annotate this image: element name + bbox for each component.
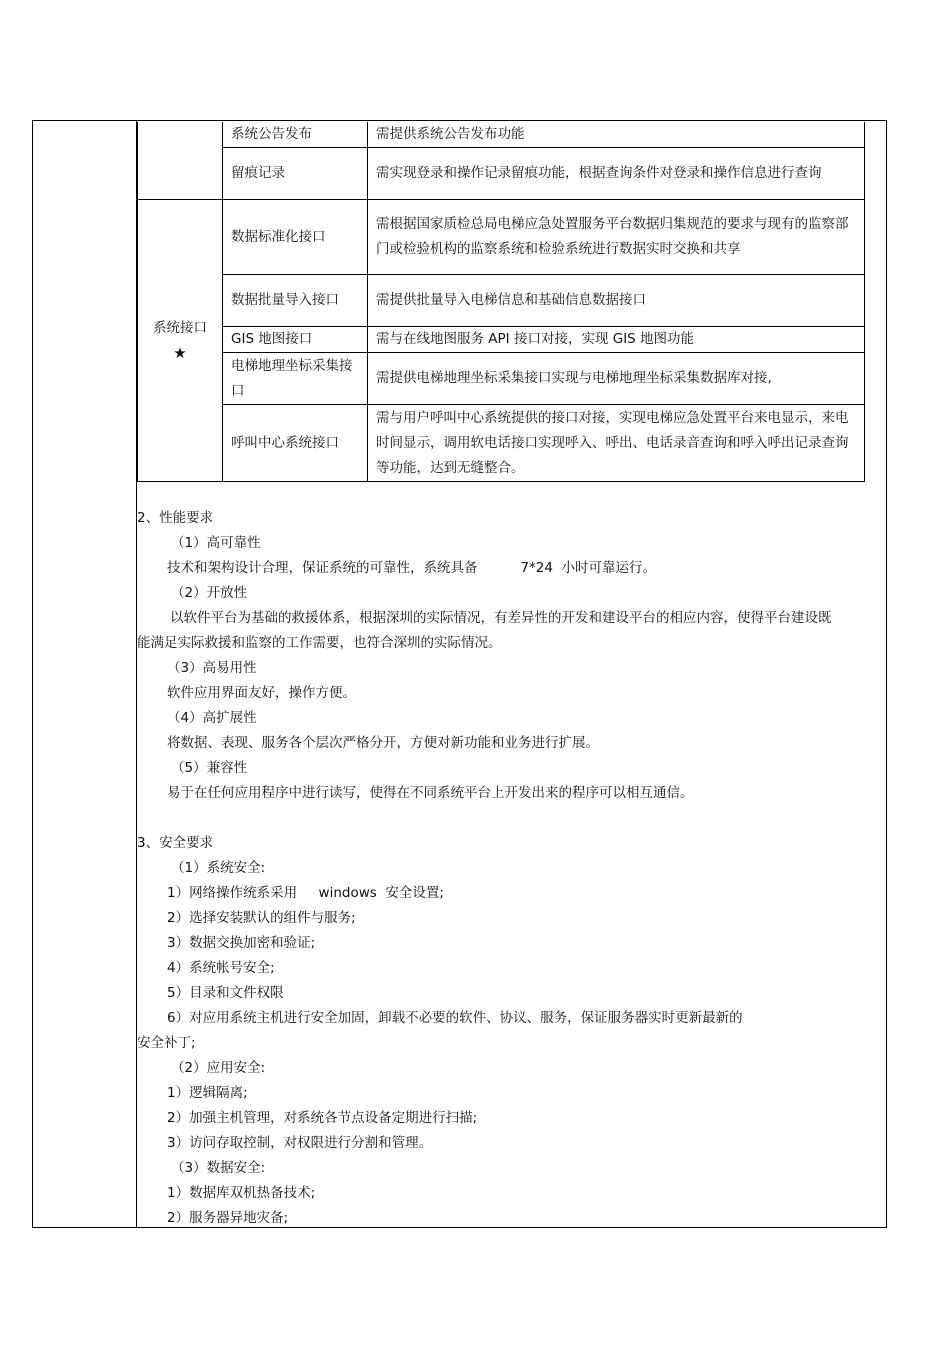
empty-group-cell (138, 122, 223, 200)
requirement-cell: 需提供批量导入电梯信息和基础信息数据接口 (368, 275, 865, 327)
table-row (138, 122, 865, 148)
paragraph: 技术和架构设计合理，保证系统的可靠性，系统具备 7*24 小时可靠运行。 (167, 560, 657, 576)
subheading: （5）兼容性 (171, 760, 248, 776)
paragraph: 易于在任何应用程序中进行读写，使得在不同系统平台上开发出来的程序可以相互通信。 (167, 785, 694, 801)
requirement-cell: 需与在线地图服务 API 接口对接，实现 GIS 地图功能 (368, 327, 865, 353)
item-cell: 留痕记录 (223, 148, 368, 200)
subheading: （3）高易用性 (167, 660, 257, 676)
requirement-cell: 需提供系统公告发布功能 (368, 122, 865, 148)
paragraph: 以软件平台为基础的救援体系，根据深圳的实际情况，有差异性的开发和建设平台的相应内容，使得平台建设既能满足实际救援和监察的工作需要，也符合深圳的实际情况。 (137, 610, 832, 651)
list-item: 3）访问存取控制，对权限进行分割和管理。 (167, 1135, 433, 1151)
requirement-cell: 需根据国家质检总局电梯应急处置服务平台数据归集规范的要求与现有的监察部门或检验机构的监察系统和检验系统进行数据实时交换和共享 (368, 200, 865, 275)
list-item-continuation: 安全补丁; (137, 1035, 196, 1051)
item-cell: GIS 地图接口 (223, 327, 368, 353)
group-cell (138, 200, 223, 482)
subheading: （2）应用安全: (171, 1060, 266, 1076)
subheading: （3）数据安全: (171, 1160, 266, 1176)
star-icon: ★ (173, 344, 187, 362)
list-item: 1）网络操作统系采用 windows 安全设置; (167, 885, 444, 901)
table-row (138, 353, 865, 405)
list-item: 6）对应用系统主机进行安全加固，卸载不必要的软件、协议、服务，保证服务器实时更新最新的 (167, 1010, 743, 1026)
list-item: 2）服务器异地灾备; (167, 1210, 289, 1226)
table-row (138, 148, 865, 200)
item-cell: 呼叫中心系统接口 (223, 405, 368, 482)
security-heading: 3、安全要求 (137, 835, 214, 851)
requirement-cell: 需实现登录和操作记录留痕功能，根据查询条件对登录和操作信息进行查询 (368, 148, 865, 200)
requirement-cell: 需与用户呼叫中心系统提供的接口对接，实现电梯应急处置平台来电显示，来电时间显示，调用软电话接口实现呼入、呼出、电话录音查询和呼入呼出记录查询等功能，达到无缝整合。 (368, 405, 865, 482)
table-row (138, 200, 865, 275)
list-item: 4）系统帐号安全; (167, 960, 275, 976)
list-item: 5）目录和文件权限 (167, 985, 284, 1001)
requirement-cell: 需提供电梯地理坐标采集接口实现与电梯地理坐标采集数据库对接, (368, 353, 865, 405)
interface-requirements-table (137, 122, 865, 482)
table-row (138, 275, 865, 327)
subheading: （1）高可靠性 (171, 535, 261, 551)
item-cell: 数据标准化接口 (223, 200, 368, 275)
list-item: 2）加强主机管理，对系统各节点设备定期进行扫描; (167, 1110, 478, 1126)
subheading: （4）高扩展性 (167, 710, 257, 726)
list-item: 1）数据库双机热备技术; (167, 1185, 316, 1201)
item-cell: 数据批量导入接口 (223, 275, 368, 327)
performance-heading: 2、性能要求 (137, 510, 214, 526)
table-row (138, 327, 865, 353)
paragraph: 将数据、表现、服务各个层次严格分开，方便对新功能和业务进行扩展。 (167, 735, 599, 751)
table-row (138, 405, 865, 482)
item-cell: 电梯地理坐标采集接口 (223, 353, 368, 405)
paragraph: 软件应用界面友好，操作方便。 (167, 685, 356, 701)
subheading: （2）开放性 (171, 585, 248, 601)
list-item: 1）逻辑隔离; (167, 1085, 248, 1101)
group-label: 系统接口 (153, 320, 207, 336)
item-cell: 系统公告发布 (223, 122, 368, 148)
requirements-body (137, 506, 837, 1231)
subheading: （1）系统安全: (171, 860, 266, 876)
list-item: 2）选择安装默认的组件与服务; (167, 910, 356, 926)
list-item: 3）数据交换加密和验证; (167, 935, 316, 951)
